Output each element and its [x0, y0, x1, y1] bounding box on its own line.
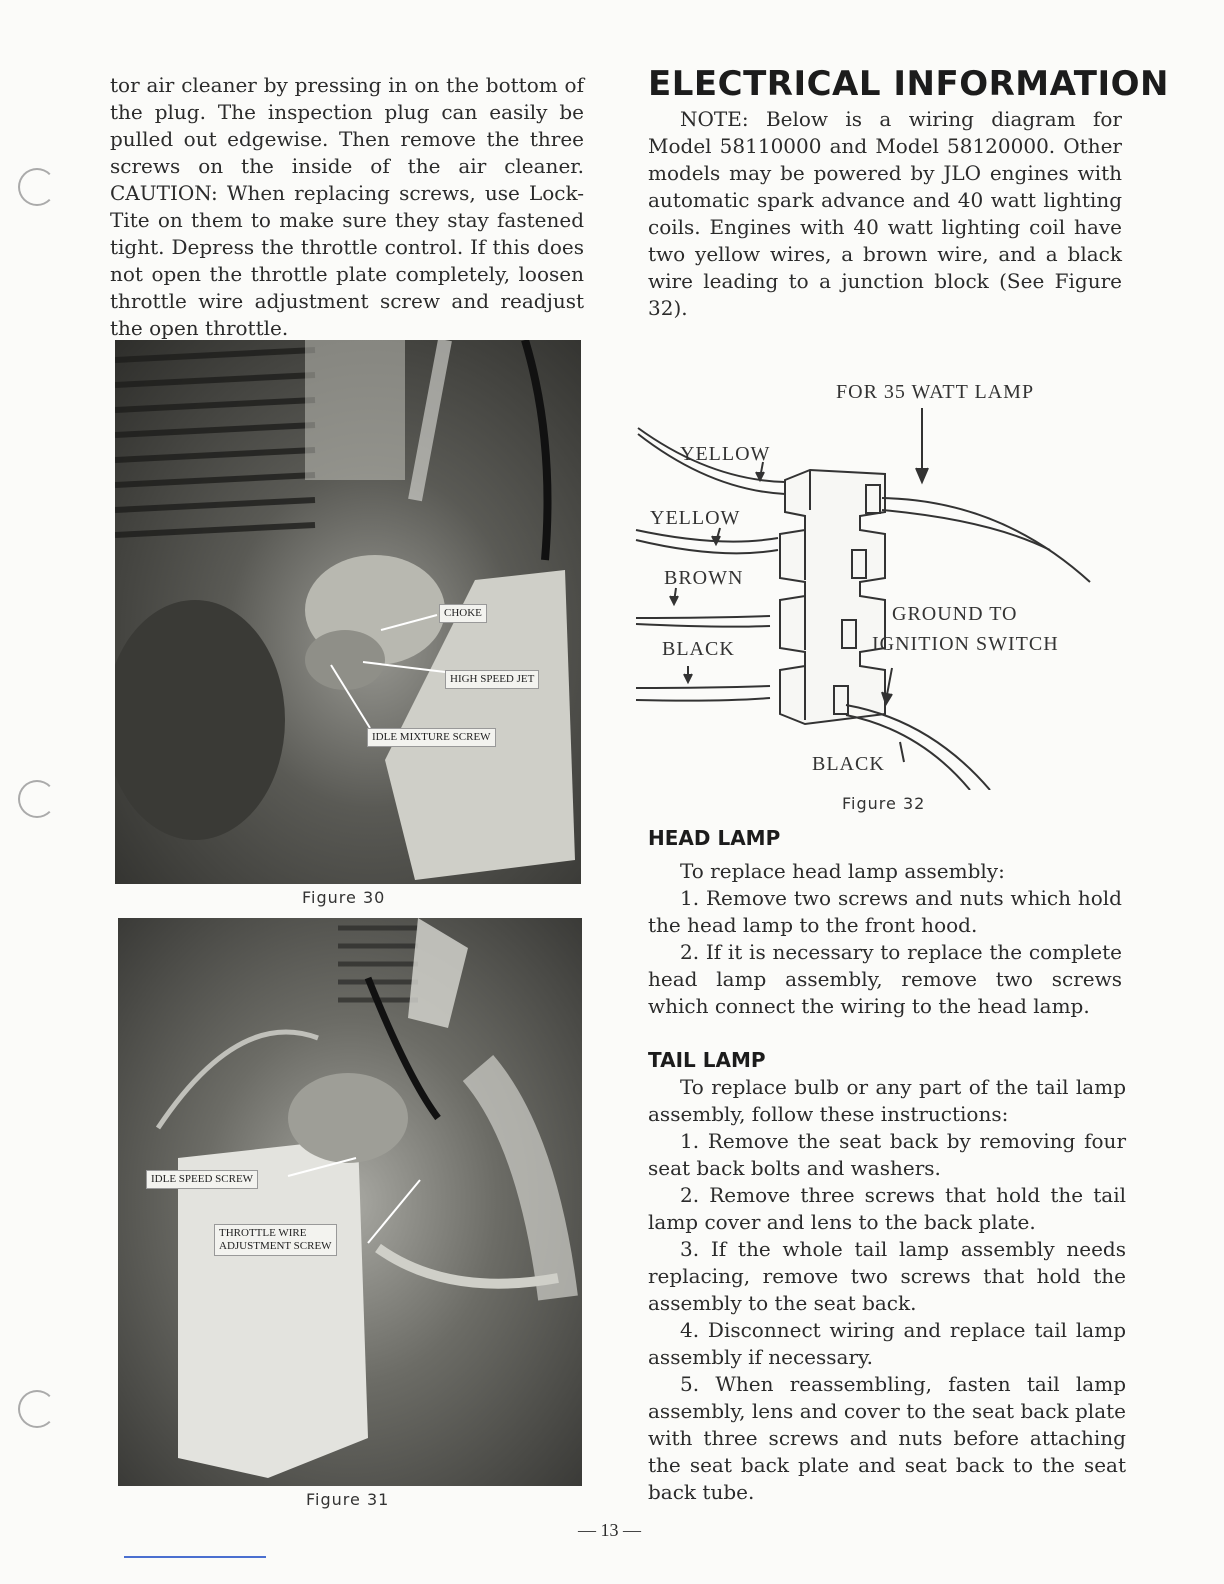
- page-title: ELECTRICAL INFORMATION: [648, 64, 1169, 104]
- head-lamp-section: [648, 858, 1122, 1020]
- figure-31-photo: [118, 918, 582, 1486]
- label-brown: BROWN: [664, 567, 744, 589]
- intro-paragraph: tor air cleaner by pressing in on the bottom of the plug. The inspection plug can easily be pulled out edgewise. Then remove the three screws on the inside of the air cleaner. CAUTION: When replacing screws, use Lock-Tite on them to make sure they stay fastened tight. Depress the throttle control. If this does not open the throttle plate completely, loosen throttle wire adjustment screw and readjust the open throttle.: [110, 73, 584, 340]
- figure-30-photo: [115, 340, 581, 884]
- page-number: — 13 —: [578, 1520, 641, 1540]
- tail-lamp-heading: TAIL LAMP: [648, 1048, 766, 1072]
- label-35-watt-lamp: FOR 35 WATT LAMP: [836, 381, 1035, 403]
- head-lamp-step-2: 2. If it is necessary to replace the complete head lamp assembly, remove two screws which connect the wiring to the head lamp.: [648, 940, 1122, 1018]
- label-yellow-1: YELLOW: [680, 443, 771, 465]
- label-black-2: BLACK: [812, 753, 885, 775]
- figure-32-wiring-diagram: [630, 370, 1130, 790]
- label-yellow-2: YELLOW: [650, 507, 741, 529]
- carburetor-throttle-illustration: [118, 918, 582, 1486]
- callout-choke: CHOKE: [439, 604, 487, 623]
- callout-throttle-wire-line2: ADJUSTMENT SCREW: [219, 1240, 332, 1252]
- tail-lamp-step-4: 4. Disconnect wiring and replace tail lamp assembly if necessary.: [648, 1318, 1126, 1369]
- callout-idle-speed-screw: IDLE SPEED SCREW: [146, 1170, 258, 1189]
- head-lamp-step-1: 1. Remove two screws and nuts which hold the head lamp to the front hood.: [648, 886, 1122, 937]
- label-ignition-switch: IGNITION SWITCH: [872, 633, 1059, 655]
- punch-hole-top: [18, 168, 56, 206]
- punch-hole-bottom: [18, 1390, 56, 1428]
- label-ground-to: GROUND TO: [892, 603, 1018, 625]
- figure-30-caption: Figure 30: [302, 888, 386, 907]
- tail-lamp-step-1: 1. Remove the seat back by removing four seat back bolts and washers.: [648, 1129, 1126, 1180]
- tail-lamp-intro: To replace bulb or any part of the tail lamp assembly, follow these instructions:: [648, 1075, 1126, 1126]
- punch-hole-middle: [18, 780, 56, 818]
- callout-throttle-wire-line1: THROTTLE WIRE: [219, 1227, 307, 1239]
- engine-carburetor-illustration: [115, 340, 581, 884]
- callout-high-speed-jet: HIGH SPEED JET: [445, 670, 539, 689]
- tail-lamp-step-2: 2. Remove three screws that hold the tail lamp cover and lens to the back plate.: [648, 1183, 1126, 1234]
- figure-31-caption: Figure 31: [306, 1490, 390, 1509]
- callout-throttle-wire-adjustment-screw: [214, 1224, 337, 1256]
- electrical-note: NOTE: Below is a wiring diagram for Model 58110000 and Model 58120000. Other models may be powered by JLO engines with automatic spark advance and 40 watt lighting coils. Engines with 40 watt lighting coil have two yellow wires, a brown wire, and a black wire leading to a junction block (See Figure 32).: [648, 107, 1122, 320]
- head-lamp-intro: To replace head lamp assembly:: [680, 859, 1005, 883]
- callout-idle-mixture-screw: IDLE MIXTURE SCREW: [367, 728, 496, 747]
- tail-lamp-step-5: 5. When reassembling, fasten tail lamp assembly, lens and cover to the seat back plate with three screws and nuts before attaching the seat back plate and seat back to the seat back tube.: [648, 1372, 1126, 1504]
- tail-lamp-step-3: 3. If the whole tail lamp assembly needs replacing, remove two screws that hold the assembly to the seat back.: [648, 1237, 1126, 1315]
- figure-32-caption: Figure 32: [842, 794, 926, 813]
- tail-lamp-section: [648, 1074, 1126, 1506]
- label-black-1: BLACK: [662, 638, 735, 660]
- head-lamp-heading: HEAD LAMP: [648, 826, 781, 850]
- bottom-rule: [124, 1556, 266, 1558]
